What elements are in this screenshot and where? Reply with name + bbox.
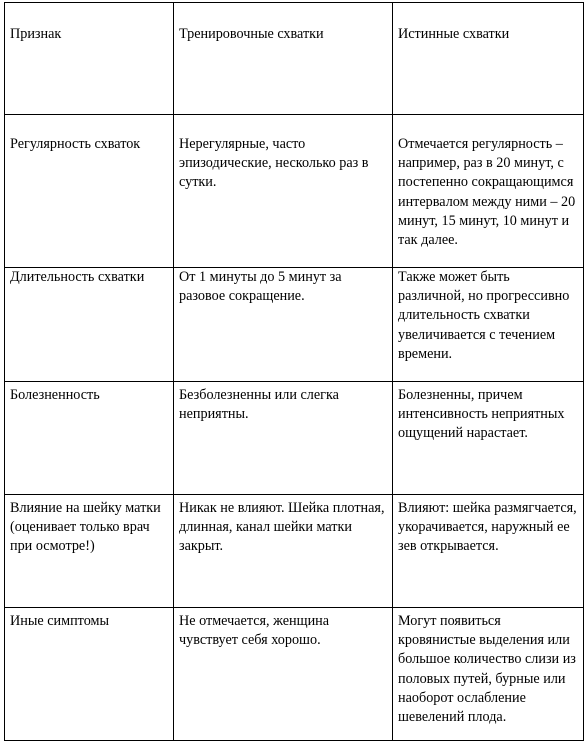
cell-feature: Длительность схватки (5, 268, 174, 382)
cell-true: Отмечается регулярность – например, раз в 20 минут, с постепенно сокращающимся интервалом между ними – 20 минут, 15 минут, 10 минут и так далее. (393, 115, 584, 268)
table-row (5, 382, 584, 495)
cell-true: Могут появиться кровянистые выделения или большое количество слизи из половых путей, бурные или наоборот ослабление шевелений плода. (393, 608, 584, 741)
cell-training: От 1 минуты до 5 минут за разовое сокращение. (174, 268, 393, 382)
cell-feature: Регулярность схваток (5, 115, 174, 268)
header-cell-training: Тренировочные схватки (174, 3, 393, 115)
table-row (5, 495, 584, 608)
cell-training: Нерегулярные, часто эпизодические, несколько раз в сутки. (174, 115, 393, 268)
cell-true: Влияют: шейка размягчается, укорачивается, наружный ее зев открывается. (393, 495, 584, 608)
cell-feature: Влияние на шейку матки (оценивает только врач при осмотре!) (5, 495, 174, 608)
cell-feature: Иные симптомы (5, 608, 174, 741)
cell-training: Не отмечается, женщина чувствует себя хорошо. (174, 608, 393, 741)
header-cell-true: Истинные схватки (393, 3, 584, 115)
table-row (5, 115, 584, 268)
cell-true: Также может быть различной, но прогрессивно длительность схватки увеличивается с течением времени. (393, 268, 584, 382)
table-row (5, 268, 584, 382)
cell-feature: Болезненность (5, 382, 174, 495)
cell-training: Никак не влияют. Шейка плотная, длинная, канал шейки матки закрыт. (174, 495, 393, 608)
cell-training: Безболезненны или слегка неприятны. (174, 382, 393, 495)
contractions-comparison-table (4, 2, 584, 741)
cell-true: Болезненны, причем интенсивность неприятных ощущений нарастает. (393, 382, 584, 495)
table-header-row (5, 3, 584, 115)
table-row (5, 608, 584, 741)
header-cell-feature: Признак (5, 3, 174, 115)
